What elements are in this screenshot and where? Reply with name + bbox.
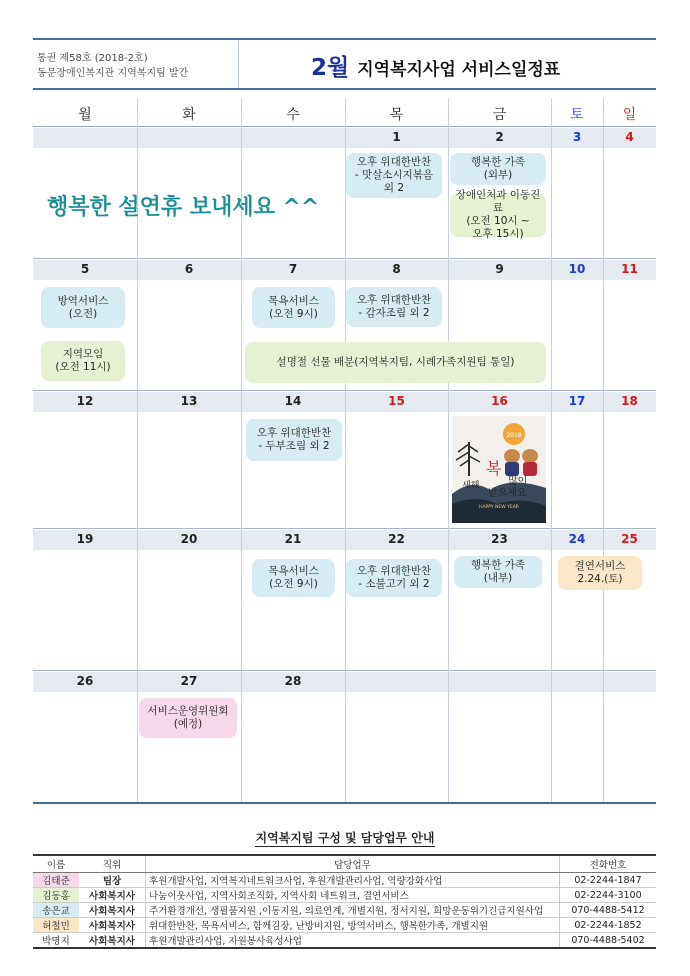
date-cell-w2-d3[interactable]: 7 xyxy=(288,262,298,276)
title-label: 지역복지사업 서비스일정표 xyxy=(357,60,561,80)
event-w4-wed[interactable]: 목욕서비스 (오전 9시) xyxy=(252,559,335,597)
staff-duties: 주거환경개선, 생필품지원 ,이동지원, 의료연계, 개별지원, 정서지원, 희망운동위기긴급지원사업 xyxy=(146,903,560,918)
date-cell-w5-d3[interactable]: 28 xyxy=(284,674,302,688)
staff-row xyxy=(33,933,656,949)
column-divider xyxy=(448,98,449,802)
card-english: HAPPY NEW YEAR xyxy=(479,505,519,510)
staff-phone: 070-4488-5402 xyxy=(560,933,657,949)
date-cell-w2-d4[interactable]: 8 xyxy=(392,262,401,276)
event-w2-thu[interactable]: 오후 위대한반찬 - 감자조림 외 2 xyxy=(346,287,442,327)
date-cell-w3-d1[interactable]: 12 xyxy=(76,394,94,408)
staff-role: 사회복지사 xyxy=(79,933,146,949)
event-w4-sun[interactable]: 결연서비스 2.24.(토) xyxy=(558,556,642,590)
date-cell-w1-d4[interactable]: 1 xyxy=(392,130,401,144)
staff-row xyxy=(33,873,656,888)
holiday-message: 행복한 설연휴 보내세요 ^^ xyxy=(47,195,320,220)
date-cell-w3-d2[interactable]: 13 xyxy=(180,394,198,408)
date-cell-w1-d5[interactable]: 2 xyxy=(495,130,504,144)
staff-duties: 후원개발사업, 지역복지네트워크사업, 후원개발관리사업, 역량강화사업 xyxy=(146,873,560,888)
weekday-4: 목 xyxy=(389,107,404,123)
publisher: 동문장애인복지관 지역복지팀 발간 xyxy=(37,68,189,79)
column-divider xyxy=(603,98,604,802)
card-greeting-3: 많이 xyxy=(508,476,528,487)
card-greeting-1: 새해 xyxy=(462,481,480,491)
date-cell-w3-d3[interactable]: 14 xyxy=(284,394,302,408)
event-w3-wed[interactable]: 오후 위대한반찬 - 두부조림 외 2 xyxy=(246,419,342,461)
staff-role: 사회복지사 xyxy=(79,918,146,933)
staff-phone: 070-4488-5412 xyxy=(560,903,657,918)
staff-name: 김동홍 xyxy=(33,888,79,903)
card-greeting-4: 받으세요 xyxy=(488,488,527,499)
event-gift-distribution[interactable]: 설명절 선물 배분(지역복지팀, 시례가족지원팀 통일) xyxy=(245,342,546,383)
header-bar xyxy=(33,38,656,90)
date-cell-w2-d1[interactable]: 5 xyxy=(80,262,90,276)
date-cell-w4-d1[interactable]: 19 xyxy=(76,532,94,546)
weekday-2: 화 xyxy=(182,107,196,123)
staff-row xyxy=(33,918,656,933)
event-w2-mon-a[interactable]: 방역서비스 (오전) xyxy=(41,287,125,328)
staff-phone: 02-2244-1852 xyxy=(560,918,657,933)
date-cell-w4-d2[interactable]: 20 xyxy=(180,532,198,546)
weekday-7: 일 xyxy=(622,107,637,123)
date-cell-w4-d7[interactable]: 25 xyxy=(621,532,638,546)
date-cell-w2-d5[interactable]: 9 xyxy=(495,262,504,276)
staff-col-phone: 전화번호 xyxy=(560,855,657,873)
date-cell-w3-d6[interactable]: 17 xyxy=(568,394,586,408)
weekday-5: 금 xyxy=(492,107,507,123)
staff-name: 박명지 xyxy=(33,933,79,949)
date-cell-w4-d6[interactable]: 24 xyxy=(568,532,586,546)
new-year-card-art xyxy=(452,416,546,523)
date-cell-w2-d7[interactable]: 11 xyxy=(621,262,638,276)
date-cell-w4-d5[interactable]: 23 xyxy=(491,532,508,546)
date-cell-w3-d4[interactable]: 15 xyxy=(388,394,405,408)
weekday-6: 토 xyxy=(570,107,584,123)
month-label: 2월 xyxy=(311,55,350,81)
event-w4-thu[interactable]: 오후 위대한반찬 - 소불고기 외 2 xyxy=(346,559,442,597)
date-cell-w5-d2[interactable]: 27 xyxy=(180,674,198,688)
issue-number: 통권 제58호 (2018-2호) xyxy=(37,53,148,64)
staff-section-title: 지역복지팀 구성 및 담당업무 안내 xyxy=(255,831,435,845)
staff-duties: 위대한반찬, 목욕서비스, 함께김장, 난방비지원, 방역서비스, 행복한가족, 개별지원 xyxy=(146,918,560,933)
staff-role: 사회복지사 xyxy=(79,888,146,903)
card-year: 2018 xyxy=(506,432,522,439)
event-w5-tue[interactable]: 서비스운영위원회 (예정) xyxy=(139,698,237,738)
staff-col-role: 직위 xyxy=(79,855,146,873)
date-cell-w1-d6[interactable]: 3 xyxy=(572,130,582,144)
column-divider xyxy=(345,98,346,802)
staff-phone: 02-2244-1847 xyxy=(560,873,657,888)
staff-phone: 02-2244-3100 xyxy=(560,888,657,903)
staff-row xyxy=(33,888,656,903)
week-divider xyxy=(33,802,656,804)
staff-role: 사회복지사 xyxy=(79,903,146,918)
staff-duties: 나눔이웃사업, 지역사회조직화, 지역사회 네트워크, 결연서비스 xyxy=(146,888,560,903)
new-year-card-image xyxy=(452,416,546,523)
staff-name: 허철민 xyxy=(33,918,79,933)
card-greeting-2: 복 xyxy=(486,459,502,478)
event-w2-wed[interactable]: 목욕서비스 (오전 9시) xyxy=(252,287,335,328)
event-w4-fri[interactable]: 행복한 가족 (내부) xyxy=(454,556,542,588)
staff-name: 송은교 xyxy=(33,903,79,918)
event-w1-fri-b[interactable]: 장애인처과 이동진료 (오전 10시 ~ 오후 15시) xyxy=(450,193,546,237)
staff-table xyxy=(33,854,656,949)
page-title xyxy=(311,49,560,82)
date-cell-w3-d5[interactable]: 16 xyxy=(491,394,508,408)
staff-header-row xyxy=(33,855,656,873)
date-cell-w4-d3[interactable]: 21 xyxy=(284,532,302,546)
staff-role: 팀장 xyxy=(79,873,146,888)
staff-col-name: 이름 xyxy=(33,855,79,873)
date-cell-w2-d2[interactable]: 6 xyxy=(184,262,194,276)
event-w2-mon-b[interactable]: 지역모임 (오전 11시) xyxy=(41,341,125,381)
staff-col-duties: 담당업무 xyxy=(146,855,560,873)
column-divider xyxy=(551,98,552,802)
staff-row xyxy=(33,903,656,918)
date-cell-w1-d7[interactable]: 4 xyxy=(625,130,634,144)
staff-duties: 후원개발관리사업, 자원봉사육성사업 xyxy=(146,933,560,949)
date-cell-w5-d1[interactable]: 26 xyxy=(76,674,94,688)
date-cell-w3-d7[interactable]: 18 xyxy=(621,394,638,408)
date-cell-w2-d6[interactable]: 10 xyxy=(568,262,586,276)
weekday-3: 수 xyxy=(286,107,300,123)
staff-name: 김태준 xyxy=(33,873,79,888)
event-w1-fri-a[interactable]: 행복한 가족 (외부) xyxy=(450,153,546,185)
weekday-1: 월 xyxy=(78,107,92,123)
issue-info xyxy=(33,40,239,88)
event-w1-thu[interactable]: 오후 위대한반찬 - 맛살소시지볶음 외 2 xyxy=(346,153,442,198)
date-cell-w4-d4[interactable]: 22 xyxy=(388,532,405,546)
